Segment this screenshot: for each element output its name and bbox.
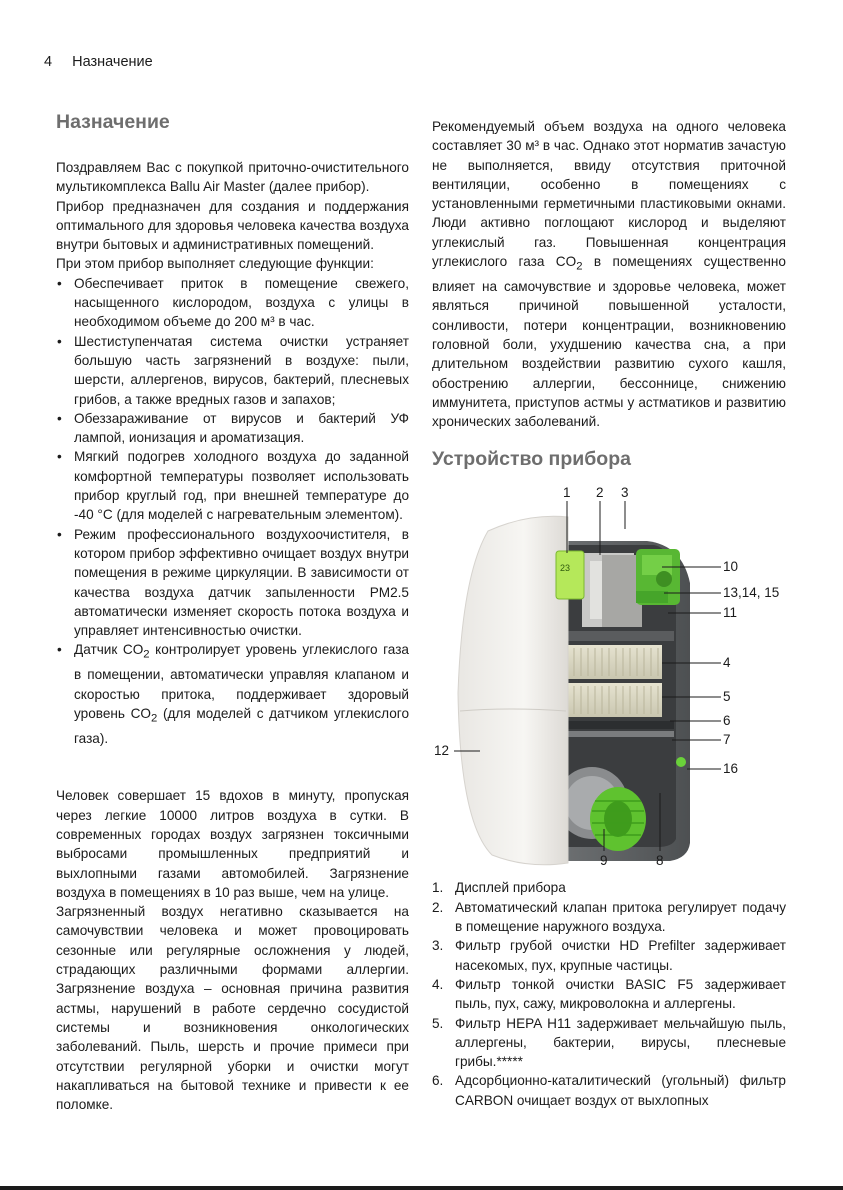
callout-2: 2: [596, 485, 604, 501]
callout-5: 5: [723, 689, 731, 705]
list-item: • Мягкий подогрев холодного воздуха до заданной комфортной температуры позволяет использовать прибор круглый год, при внешней температуре до -40 °С (для моделей с нагревательным элементом).: [56, 447, 409, 524]
callout-16: 16: [723, 761, 739, 777]
right-column: [432, 117, 786, 1110]
device-diagram: [432, 483, 786, 878]
filter-hepa: [562, 683, 662, 717]
intro-paragraph-2: Прибор предназначен для создания и поддержания оптимального для здоровья человека качества воздуха внутри бытовых и административных помещений.: [56, 198, 409, 253]
paragraph-air-volume: Рекомендуемый объем воздуха на одного человека составляет 30 м³ в час. Однако этот норматив зачастую не выполняется, ввиду отсутствия приточной вентиляции, особенно в помещениях с установленными герметичными пластиковыми окнами. Люди активно поглощают кислород и выделяют углекислый газ. Повышенная концентрация углекислого газа $CO_2$ в помещениях существенно влияет на самочувствие и здоровье человека, может являться причиной повышенной усталости, сонливости, потери концентрации, возникновению головной боли, ухудшению качества сна, а при длительном воздействии развитию сухого кашля, обострению аллергии, бессоннице, снижению иммунитета, приступов астмы у астматиков и развитию хронических заболеваний.: [432, 119, 786, 430]
list-item-co2-sensor: • Датчик $CO_2$ контролирует уровень углекислого газа в помещении, автоматически управляя клапаном и скоростью притока, поддерживает здоровый уровень $CO_2$ (для моделей с датчиком углекислого газа).: [56, 640, 409, 748]
section-heading-purpose: Назначение: [56, 111, 170, 133]
paragraph-breathing: Человек совершает 15 вдохов в минуту, пропуская через легкие 10000 литров воздуха в сутки. В современных городах воздух загрязнен токсичными выбросами промышленных предприятий и выхлопными газами автомобилей. Загрязнение воздуха в помещениях в 10 раз выше, чем на улице.: [56, 788, 409, 900]
list-item: • Обеззараживание от вирусов и бактерий УФ лампой, ионизация и ароматизация.: [56, 409, 409, 448]
callout-11: 11: [723, 605, 738, 621]
list-item: 1. Дисплей прибора: [432, 880, 566, 896]
front-panel: [458, 517, 571, 866]
left-column: [56, 108, 409, 1114]
functions-list: [56, 274, 409, 749]
device-display: [556, 551, 584, 599]
section-heading-device: Устройство прибора: [432, 448, 631, 471]
callout-9: 9: [600, 853, 608, 869]
paragraph-pollution: Загрязненный воздух негативно сказывается на самочувствии человека и может провоцировать сезонные или регулярные осложнения у людей, страдающих различными формами аллергии. Загрязнение воздуха – основная причина развития астмы, нарушений в работе сердечно сосудистой системы и возникновения онкологических заболеваний. Пыль, шерсть и прочие примеси при отсутствии регулярной уборки и очистки могут накапливаться на бытовой технике и привести к ее поломке.: [56, 904, 409, 1113]
page-header: [44, 54, 153, 70]
filter-carbon: [558, 721, 674, 729]
list-item: 4. Фильтр тонкой очистки BASIC F5 задерживает пыль, пух, сажу, микроволокна и аллергены.: [432, 976, 786, 1012]
list-item: 5. Фильтр HEPA H11 задерживает мельчайшую пыль, аллергены, бактерии, вирусы, плесневые грибы.*****: [432, 1015, 786, 1070]
header-section-title: Назначение: [72, 54, 153, 70]
callout-8: 8: [656, 853, 664, 869]
callout-3: 3: [621, 485, 629, 501]
display-value: 23: [560, 563, 571, 574]
callout-13-14-15: 13,14, 15: [723, 585, 780, 601]
callout-4: 4: [723, 655, 731, 671]
callout-7: 7: [723, 732, 731, 748]
list-item: 3. Фильтр грубой очистки HD Prefilter задерживает насекомых, пух, крупные частицы.: [432, 938, 786, 973]
list-item: 2. Автоматический клапан притока регулирует подачу в помещение наружного воздуха.: [432, 899, 786, 935]
list-item: • Шестиступенчатая система очистки устраняет большую часть загрязнений в воздухе: пыли, шерсти, аллергенов, вирусов, бактерий, плесневых грибов, а также вредных газов и запахов;: [56, 332, 409, 409]
list-item: 6. Адсорбционно-каталитический (угольный) фильтр CARBON очищает воздух от выхлопных: [432, 1073, 786, 1108]
filter-f5: [562, 645, 662, 679]
list-item: • Обеспечивает приток в помещение свежего, насыщенного кислородом, воздуха с улицы в необходимом объеме до 200 м³ в час.: [56, 274, 409, 332]
callout-1: 1: [563, 485, 571, 501]
intro-paragraph-3: При этом прибор выполняет следующие функции:: [56, 256, 374, 272]
callout-12: 12: [434, 743, 450, 759]
components-list: [432, 878, 786, 1110]
page-number: 4: [44, 54, 53, 70]
callout-6: 6: [723, 713, 731, 729]
sensor-indicator: [676, 757, 686, 767]
callout-10: 10: [723, 559, 739, 575]
list-item: • Режим профессионального воздухоочистителя, в котором прибор эффективно очищает воздух внутри помещения в режиме циркуляции. В зависимости от качества воздуха датчик запыленности PM2.5 автоматически изменяет скорость потока воздуха и управляет интенсивностью очистки.: [56, 525, 409, 641]
intro-paragraph-1: Поздравляем Вас с покупкой приточно-очистительного мультикомплекса Ballu Air Master (далее прибор).: [56, 160, 409, 195]
page-bottom-rule: [0, 1186, 843, 1190]
device-illustration: [432, 483, 786, 878]
